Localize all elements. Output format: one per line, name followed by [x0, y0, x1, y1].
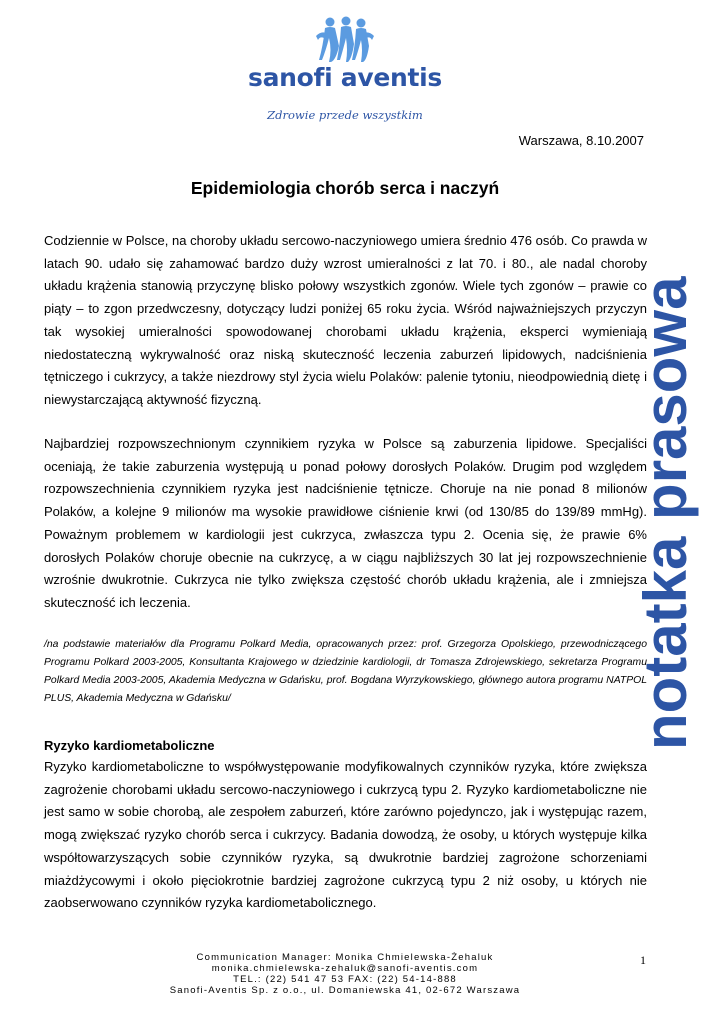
logo-wordmark: sanofi aventis — [248, 63, 442, 92]
section-heading: Ryzyko kardiometaboliczne — [44, 738, 215, 753]
body-paragraph-1: Codziennie w Polsce, na choroby układu sercowo-naczyniowego umiera średnio 476 osób. Co prawda w latach 90. udało się zahamować bardzo duży wzrost umieralności z lat 70. i 80., ale nadal choroby układu krążenia stanowią przyczynę blisko połowy wszystkich zgonów. Wiele tych zgonów – prawie co piąty – to zgon przedwczesny, dotyczący ludzi poniżej 65 roku życia. Wśród najważniejszych przyczyn tak wysokiej umieralności spowodowanej chorobami układu krążenia, eksperci wymieniają niedostateczną wykrywalność oraz niską skuteczność leczenia zaburzeń lipidowych, nadciśnienia tętniczego i cukrzycy, a także niezdrowy styl życia wielu Polaków: palenie tytoniu, nieodpowiednią dietę i niewystarczającą aktywność fizyczną. — [44, 233, 647, 407]
footer-email: monika.chmielewska-zehaluk@sanofi-aventis.com — [211, 963, 479, 974]
logo-figures-icon — [236, 16, 454, 66]
footer-manager: Communication Manager: Monika Chmielewska-Żehaluk — [196, 952, 494, 963]
footer-phone: TEL.: (22) 541 47 53 FAX: (22) 54-14-888 — [233, 974, 457, 985]
company-logo — [236, 16, 454, 122]
document-title: Epidemiologia chorób serca i naczyń — [190, 178, 500, 198]
source-note: /na podstawie materiałów dla Programu Polkard Media, opracowanych przez: prof. Grzegorza Opolskiego, przewodniczącego Programu Polkard 2003-2005, Konsultanta Krajowego w dziedzinie kardiologii, dr Tomasza Zdrojewskiego, sekretarza Programu Polkard Media 2003-2005, Akademia Medyczna w Gdańsku, prof. Bogdana Wyrzykowskiego, głównego autora programu NATPOL PLUS, Akademia Medyczna w Gdańsku/ — [44, 639, 647, 704]
footer-address: Sanofi-Aventis Sp. z o.o., ul. Domaniewska 41, 02-672 Warszawa — [169, 985, 521, 996]
page-number: 1 — [640, 953, 646, 967]
footer-contact — [0, 952, 690, 996]
document-date: Warszawa, 8.10.2007 — [518, 133, 644, 148]
section-paragraph: Ryzyko kardiometaboliczne to współwystępowanie modyfikowalnych czynników ryzyka, które zwiększa zagrożenie chorobami układu sercowo-naczyniowego i cukrzycą typu 2. Ryzyko kardiometaboliczne nie jest samo w sobie chorobą, ale zespołem zaburzeń, które zarówno pojedynczo, jak i występując razem, mogą zwiększać ryzyko chorób serca i cukrzycy. Badania dowodzą, że osoby, u których występuje kilka współtowarzyszących sobie czynników ryzyka, są dwukrotnie bardziej zagrożone schorzeniami miażdżycowymi i około pięciokrotnie bardziej zagrożone cukrzycą typu 2 niż osoby, u których nie zaobserwowano czynników ryzyka kardiometabolicznego. — [44, 759, 647, 911]
logo-tagline: Zdrowie przede wszystkim — [267, 108, 423, 122]
press-release-label: notatka prasowa — [632, 276, 699, 750]
body-paragraph-2: Najbardziej rozpowszechnionym czynnikiem ryzyka w Polsce są zaburzenia lipidowe. Specjaliści oceniają, że takie zaburzenia występują u ponad połowy dorosłych Polaków. Drugim pod względem rozpowszechnienia czynnikiem ryzyka jest nadciśnienie tętnicze. Choruje na nie ponad 8 milionów Polaków, a kolejne 9 milionów ma wysokie prawidłowe ciśnienie krwi (od 130/85 do 139/89 mmHg). Poważnym problemem w kardiologii jest cukrzyca, zwłaszcza typu 2. Ocenia się, że prawie 6% dorosłych Polaków choruje obecnie na cukrzycę, a w ciągu najbliższych 30 lat jej rozpowszechnienie wzrośnie dwukrotnie. Cukrzyca nie tylko zwiększa częstość chorób układu krążenia, ale i zmniejsza skuteczność ich leczenia. — [44, 436, 647, 610]
